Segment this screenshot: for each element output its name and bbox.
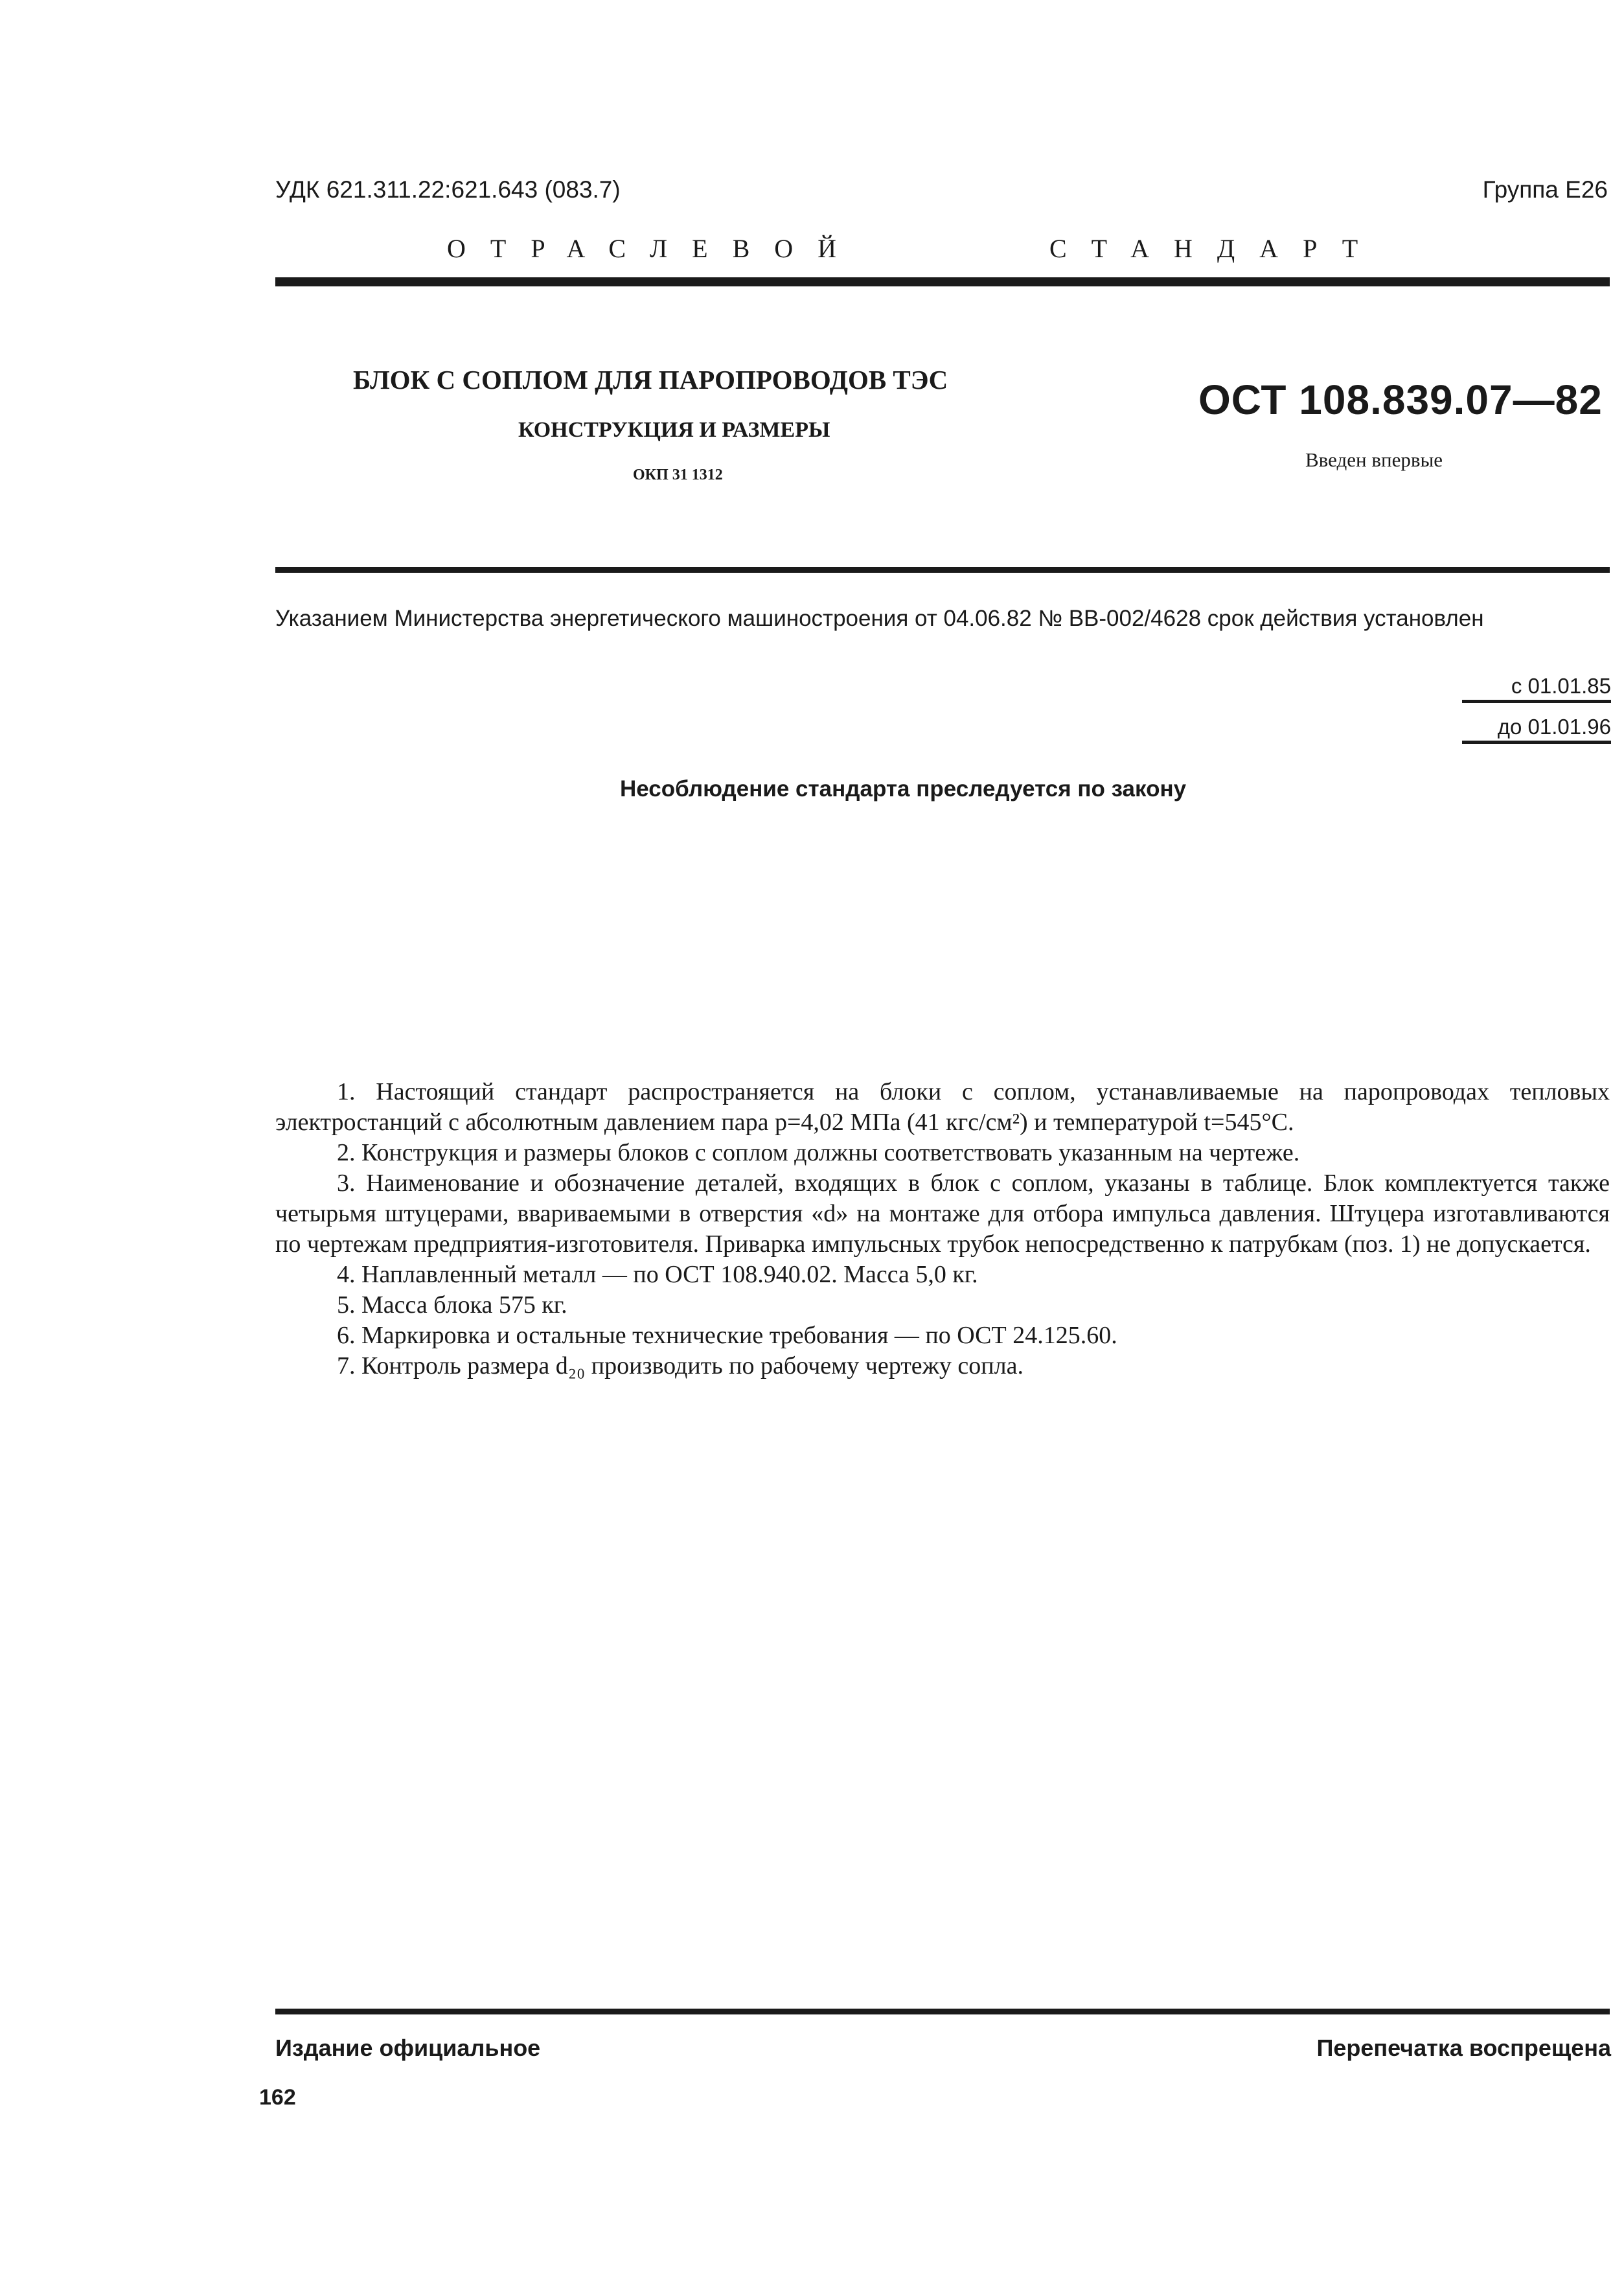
validity-period <box>1462 674 1611 756</box>
valid-from: с 01.01.85 <box>1462 674 1611 703</box>
ost-code: ОСТ 108.839.07—82 <box>1198 376 1603 423</box>
clause-1: 1. Настоящий стандарт распространяется на блоки с соплом, устанавливаемые на паропроводах тепловых электростанций с абсолютным давлением пара p=4,02 МПа (41 кгс/см²) и температурой t=545°C. <box>275 1078 1610 1136</box>
document-subtitle: КОНСТРУКЦИЯ И РАЗМЕРЫ <box>518 418 830 442</box>
clause-7: 7. Контроль размера d₂₀ производить по рабочему чертежу сопла. <box>337 1352 1024 1379</box>
edition-note: Издание официальное <box>275 2035 541 2061</box>
introduced-note: Введен впервые <box>1305 448 1443 471</box>
valid-to: до 01.01.96 <box>1462 715 1611 744</box>
banner-right-word: СТАНДАРТ <box>1049 234 1383 263</box>
udk-code: УДК 621.311.22:621.643 (083.7) <box>275 176 621 203</box>
clause-5: 5. Масса блока 575 кг. <box>337 1291 567 1319</box>
clause-3: 3. Наименование и обозначение деталей, входящих в блок с соплом, указаны в таблице. Блок комплектуется также четырьмя штуцерами, ввариваемыми в отверстия «d» на монтаже для отбора импульса давления. Штуцера изготавливаются по чертежам предприятия-изготовителя. Приварка импульсных трубок непосредственно к патрубкам (поз. 1) не допускается. <box>275 1170 1610 1258</box>
title-rule <box>275 567 1610 573</box>
clause-2: 2. Конструкция и размеры блоков с соплом должны соответствовать указанным на чертеже. <box>337 1139 1300 1166</box>
clause-6: 6. Маркировка и остальные технические требования — по ОСТ 24.125.60. <box>337 1322 1117 1349</box>
clause-4: 4. Наплавленный металл — по ОСТ 108.940.02. Масса 5,0 кг. <box>337 1261 978 1288</box>
page-number: 162 <box>259 2085 296 2110</box>
clauses-list <box>275 1077 1610 1381</box>
document-title: БЛОК С СОПЛОМ ДЛЯ ПАРОПРОВОДОВ ТЭС <box>353 365 948 395</box>
banner-left-word: ОТРАСЛЕВОЙ <box>447 234 862 263</box>
okp-code: ОКП 31 1312 <box>633 467 723 483</box>
legal-warning: Несоблюдение стандарта преследуется по закону <box>620 776 1187 802</box>
group-code: Группа Е26 <box>1482 176 1608 203</box>
decree-text: Указанием Министерства энергетического машиностроения от 04.06.82 № ВВ-002/4628 срок действия установлен <box>275 606 1484 631</box>
header-rule <box>275 277 1610 286</box>
footer-rule <box>275 2009 1610 2014</box>
reprint-note: Перепечатка воспрещена <box>1316 2035 1611 2061</box>
